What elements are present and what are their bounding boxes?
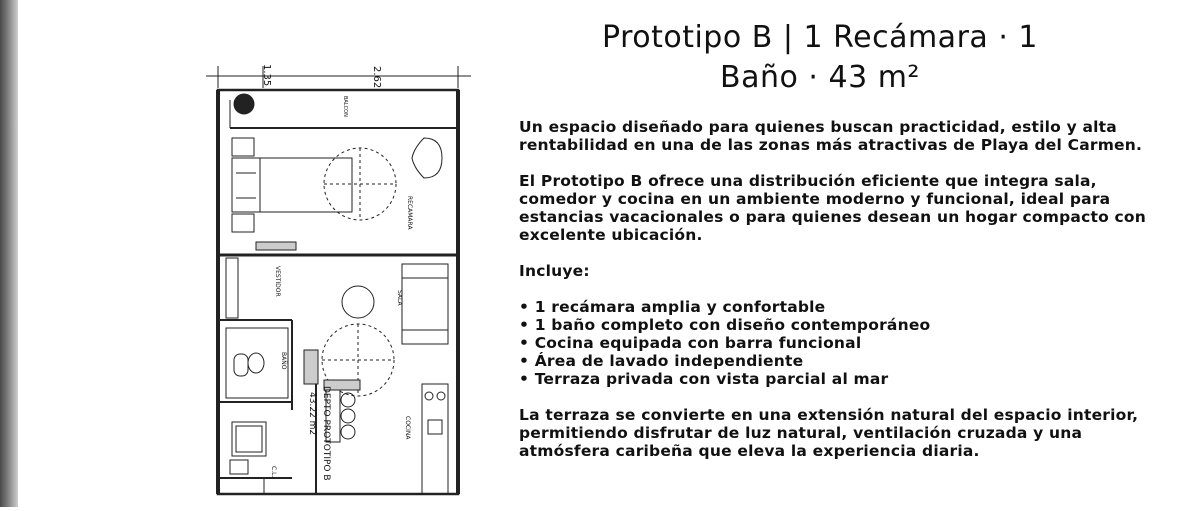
room-recamara-label: RECAMARA — [406, 196, 413, 230]
includes-item: • Área de lavado independiente — [519, 352, 1149, 370]
includes-item: • Terraza privada con vista parcial al mar — [519, 370, 1149, 388]
room-bano-label: BAÑO — [280, 352, 287, 370]
description-paragraph-1: Un espacio diseñado para quienes buscan practicidad, estilo y alta rentabilidad en una de las zonas más atractivas de Playa del Carmen. — [519, 118, 1143, 154]
title-line-2: Baño · 43 m² — [720, 60, 920, 95]
room-vestidor-label: VESTIDOR — [274, 266, 281, 297]
dim-right-text: 2.62 — [371, 66, 382, 89]
dim-left-text: 1.35 — [261, 64, 272, 87]
room-cocina-label: COCINA — [404, 416, 411, 440]
includes-item: • 1 recámara amplia y confortable — [519, 298, 1149, 316]
unit-area-label: 43.22 m2 — [307, 392, 317, 436]
description — [519, 118, 1149, 460]
includes-item: • 1 baño completo con diseño contemporáneo — [519, 316, 1149, 334]
page-title — [520, 18, 1120, 98]
description-paragraph-2: El Prototipo B ofrece una distribución eficiente que integra sala, comedor y cocina en un ambiente moderno y funcional, ideal para estancias vacacionales o para quienes desean un hogar compacto con excelente ubicación. — [519, 172, 1146, 244]
room-cl-label: C.L. — [270, 466, 277, 478]
includes-heading: Incluye: — [519, 262, 590, 280]
unit-name-label: DEPTO PROTOTIPO B — [321, 386, 331, 481]
includes-item: • Cocina equipada con barra funcional — [519, 334, 1149, 352]
title-line-1: Prototipo B | 1 Recámara · 1 — [602, 20, 1038, 55]
room-balcon-label: BALCON — [342, 96, 348, 117]
description-paragraph-3: La terraza se convierte en una extensión natural del espacio interior, permitiendo disfrutar de luz natural, ventilación cruzada y una atmósfera caribeña que eleva la experiencia diaria. — [519, 406, 1139, 460]
room-sala-label: SALA — [396, 290, 403, 306]
floor-plan — [196, 58, 476, 507]
left-edge-shadow — [0, 0, 18, 507]
floor-plan-drawing — [196, 58, 476, 507]
includes-list — [519, 298, 1149, 388]
